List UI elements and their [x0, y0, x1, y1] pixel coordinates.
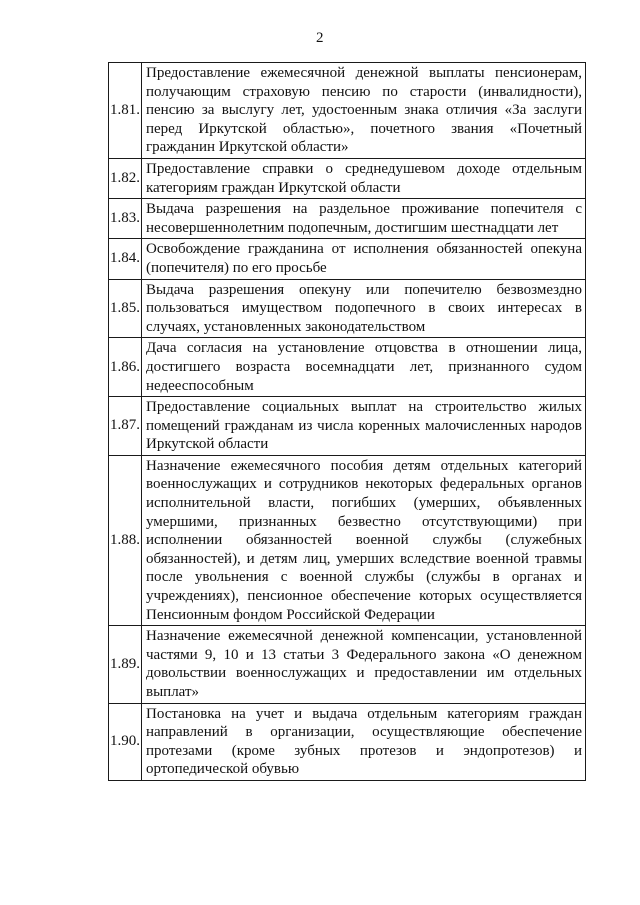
row-number: 1.84. — [109, 239, 142, 279]
row-text: Предоставление социальных выплат на строительство жилых помещений гражданам из числа коренных малочисленных народов Иркутской области — [142, 397, 586, 456]
row-number: 1.82. — [109, 158, 142, 198]
table-row — [109, 279, 586, 338]
services-table — [108, 62, 586, 781]
table-row — [109, 63, 586, 159]
table-row — [109, 626, 586, 703]
table-row — [109, 199, 586, 239]
row-text: Назначение ежемесячной денежной компенсации, установленной частями 9, 10 и 13 статьи 3 Федерального закона «О денежном довольствии военнослужащих и предоставлении им отдельных выплат» — [142, 626, 586, 703]
row-number: 1.88. — [109, 455, 142, 625]
row-number: 1.87. — [109, 397, 142, 456]
row-number: 1.90. — [109, 703, 142, 780]
row-number: 1.86. — [109, 338, 142, 397]
row-text: Назначение ежемесячного пособия детям отдельных категорий военнослужащих и сотрудников некоторых федеральных органов исполнительной власти, погибших (умерших, объявленных умершими, признанных безвестно отсутствующими) при исполнении обязанностей военной службы (служебных обязанностей), и детям лиц, умерших вследствие военной травмы после увольнения с военной службы (службы в органах и учреждениях), пенсионное обеспечение которых осуществляется Пенсионным фондом Российской Федерации — [142, 455, 586, 625]
page-number: 2 — [316, 30, 324, 46]
row-text: Предоставление ежемесячной денежной выплаты пенсионерам, получающим страховую пенсию по старости (инвалидности), пенсию за выслугу лет, удостоенным знака отличия «За заслуги перед Иркутской областью», почетного звания «Почетный гражданин Иркутской области» — [142, 63, 586, 159]
row-text: Освобождение гражданина от исполнения обязанностей опекуна (попечителя) по его просьбе — [142, 239, 586, 279]
table-row — [109, 703, 586, 780]
row-text: Дача согласия на установление отцовства в отношении лица, достигшего возраста восемнадцати лет, признанного судом недееспособным — [142, 338, 586, 397]
table-row — [109, 455, 586, 625]
row-number: 1.85. — [109, 279, 142, 338]
row-text: Постановка на учет и выдача отдельным категориям граждан направлений в организации, осуществляющие обеспечение протезами (кроме зубных протезов и эндопротезов) и ортопедической обувью — [142, 703, 586, 780]
row-text: Выдача разрешения на раздельное проживание попечителя с несовершеннолетним подопечным, достигшим шестнадцати лет — [142, 199, 586, 239]
table-row — [109, 338, 586, 397]
table-row — [109, 239, 586, 279]
row-number: 1.81. — [109, 63, 142, 159]
row-text: Выдача разрешения опекуну или попечителю безвозмездно пользоваться имуществом подопечного в своих интересах в случаях, установленных законодательством — [142, 279, 586, 338]
table-row — [109, 158, 586, 198]
row-number: 1.83. — [109, 199, 142, 239]
row-number: 1.89. — [109, 626, 142, 703]
table-row — [109, 397, 586, 456]
row-text: Предоставление справки о среднедушевом доходе отдельным категориям граждан Иркутской области — [142, 158, 586, 198]
